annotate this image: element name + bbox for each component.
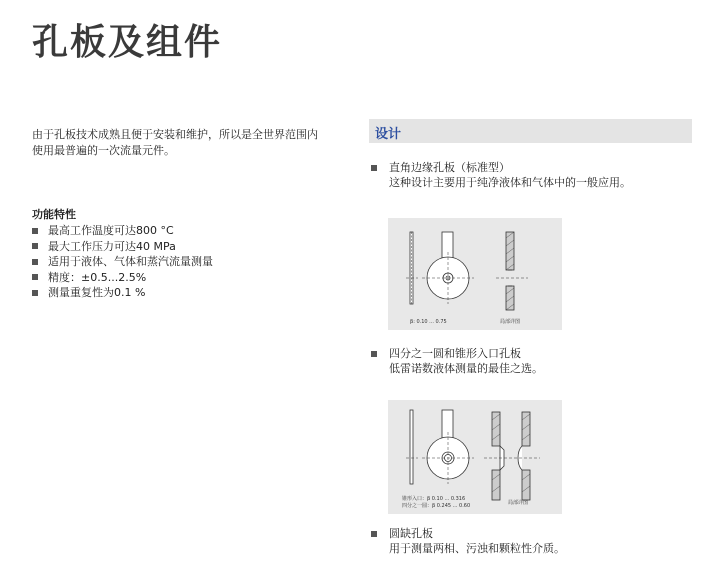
bullet-icon [32,259,38,265]
bullet-icon [371,165,377,171]
design-item [371,161,631,190]
design-item-title: 四分之一圆和锥形入口孔板 [389,347,521,360]
figure-caption-detail: 局部详图 [500,319,521,325]
feature-text: 精度：±0.5...2.5% [48,270,147,284]
design-item-desc: 低雷诺数液体测量的最佳之选。 [389,361,543,375]
bullet-icon [32,243,38,249]
orifice-plate-diagram-quarter-circle [388,400,562,514]
feature-text: 测量重复性为0.1 % [48,286,146,299]
intro-line: 由于孔板技术成熟且便于安装和维护，所以是全世界范围内 [32,128,318,141]
design-heading: 设计 [375,127,402,142]
plate-side-view [410,410,413,484]
design-item-desc: 用于测量两相、污浊和颗粒性介质。 [389,541,565,555]
figure-caption-quarter: 四分之一圆：β 0.245 ... 0.60 [402,503,471,509]
feature-text: 最高工作温度可达800 °C [48,224,174,237]
features-heading: 功能特性 [32,208,76,221]
feature-text: 适用于液体、气体和蒸汽流量测量 [48,255,213,268]
design-item [371,347,543,376]
figure-caption-detail: 局部详图 [508,500,529,506]
detail-quarter-lower [522,470,530,500]
design-item-desc: 这种设计主要用于纯净液体和气体中的一般应用。 [389,175,631,189]
bullet-icon [32,290,38,296]
orifice-plate-diagram-standard [388,218,562,330]
standard-orifice-drawing [388,218,562,330]
design-item-title: 圆缺孔板 [389,527,433,540]
design-item [371,527,565,556]
design-item-title: 直角边缘孔板（标准型） [389,161,510,174]
feature-text: 最大工作压力可达40 MPa [48,239,176,253]
intro-paragraph [32,127,352,159]
bullet-icon [371,351,377,357]
list-item [32,254,213,270]
figure-caption-beta: β: 0.10 ... 0.75 [410,319,447,325]
page-title: 孔板及组件 [32,22,223,63]
figure-caption-cone: 锥形入口：β 0.10 ... 0.316 [402,496,466,502]
list-item [32,223,213,239]
features-list [32,223,213,301]
list-item [32,239,213,255]
bullet-icon [32,228,38,234]
list-item [32,285,213,301]
detail-lower [506,286,514,310]
bullet-icon [371,531,377,537]
plate-tab [442,410,453,440]
intro-line: 使用最普遍的一次流量元件。 [32,144,175,157]
bullet-icon [32,274,38,280]
list-item [32,270,213,286]
design-section-header [369,119,692,143]
detail-cone-lower [492,470,500,500]
